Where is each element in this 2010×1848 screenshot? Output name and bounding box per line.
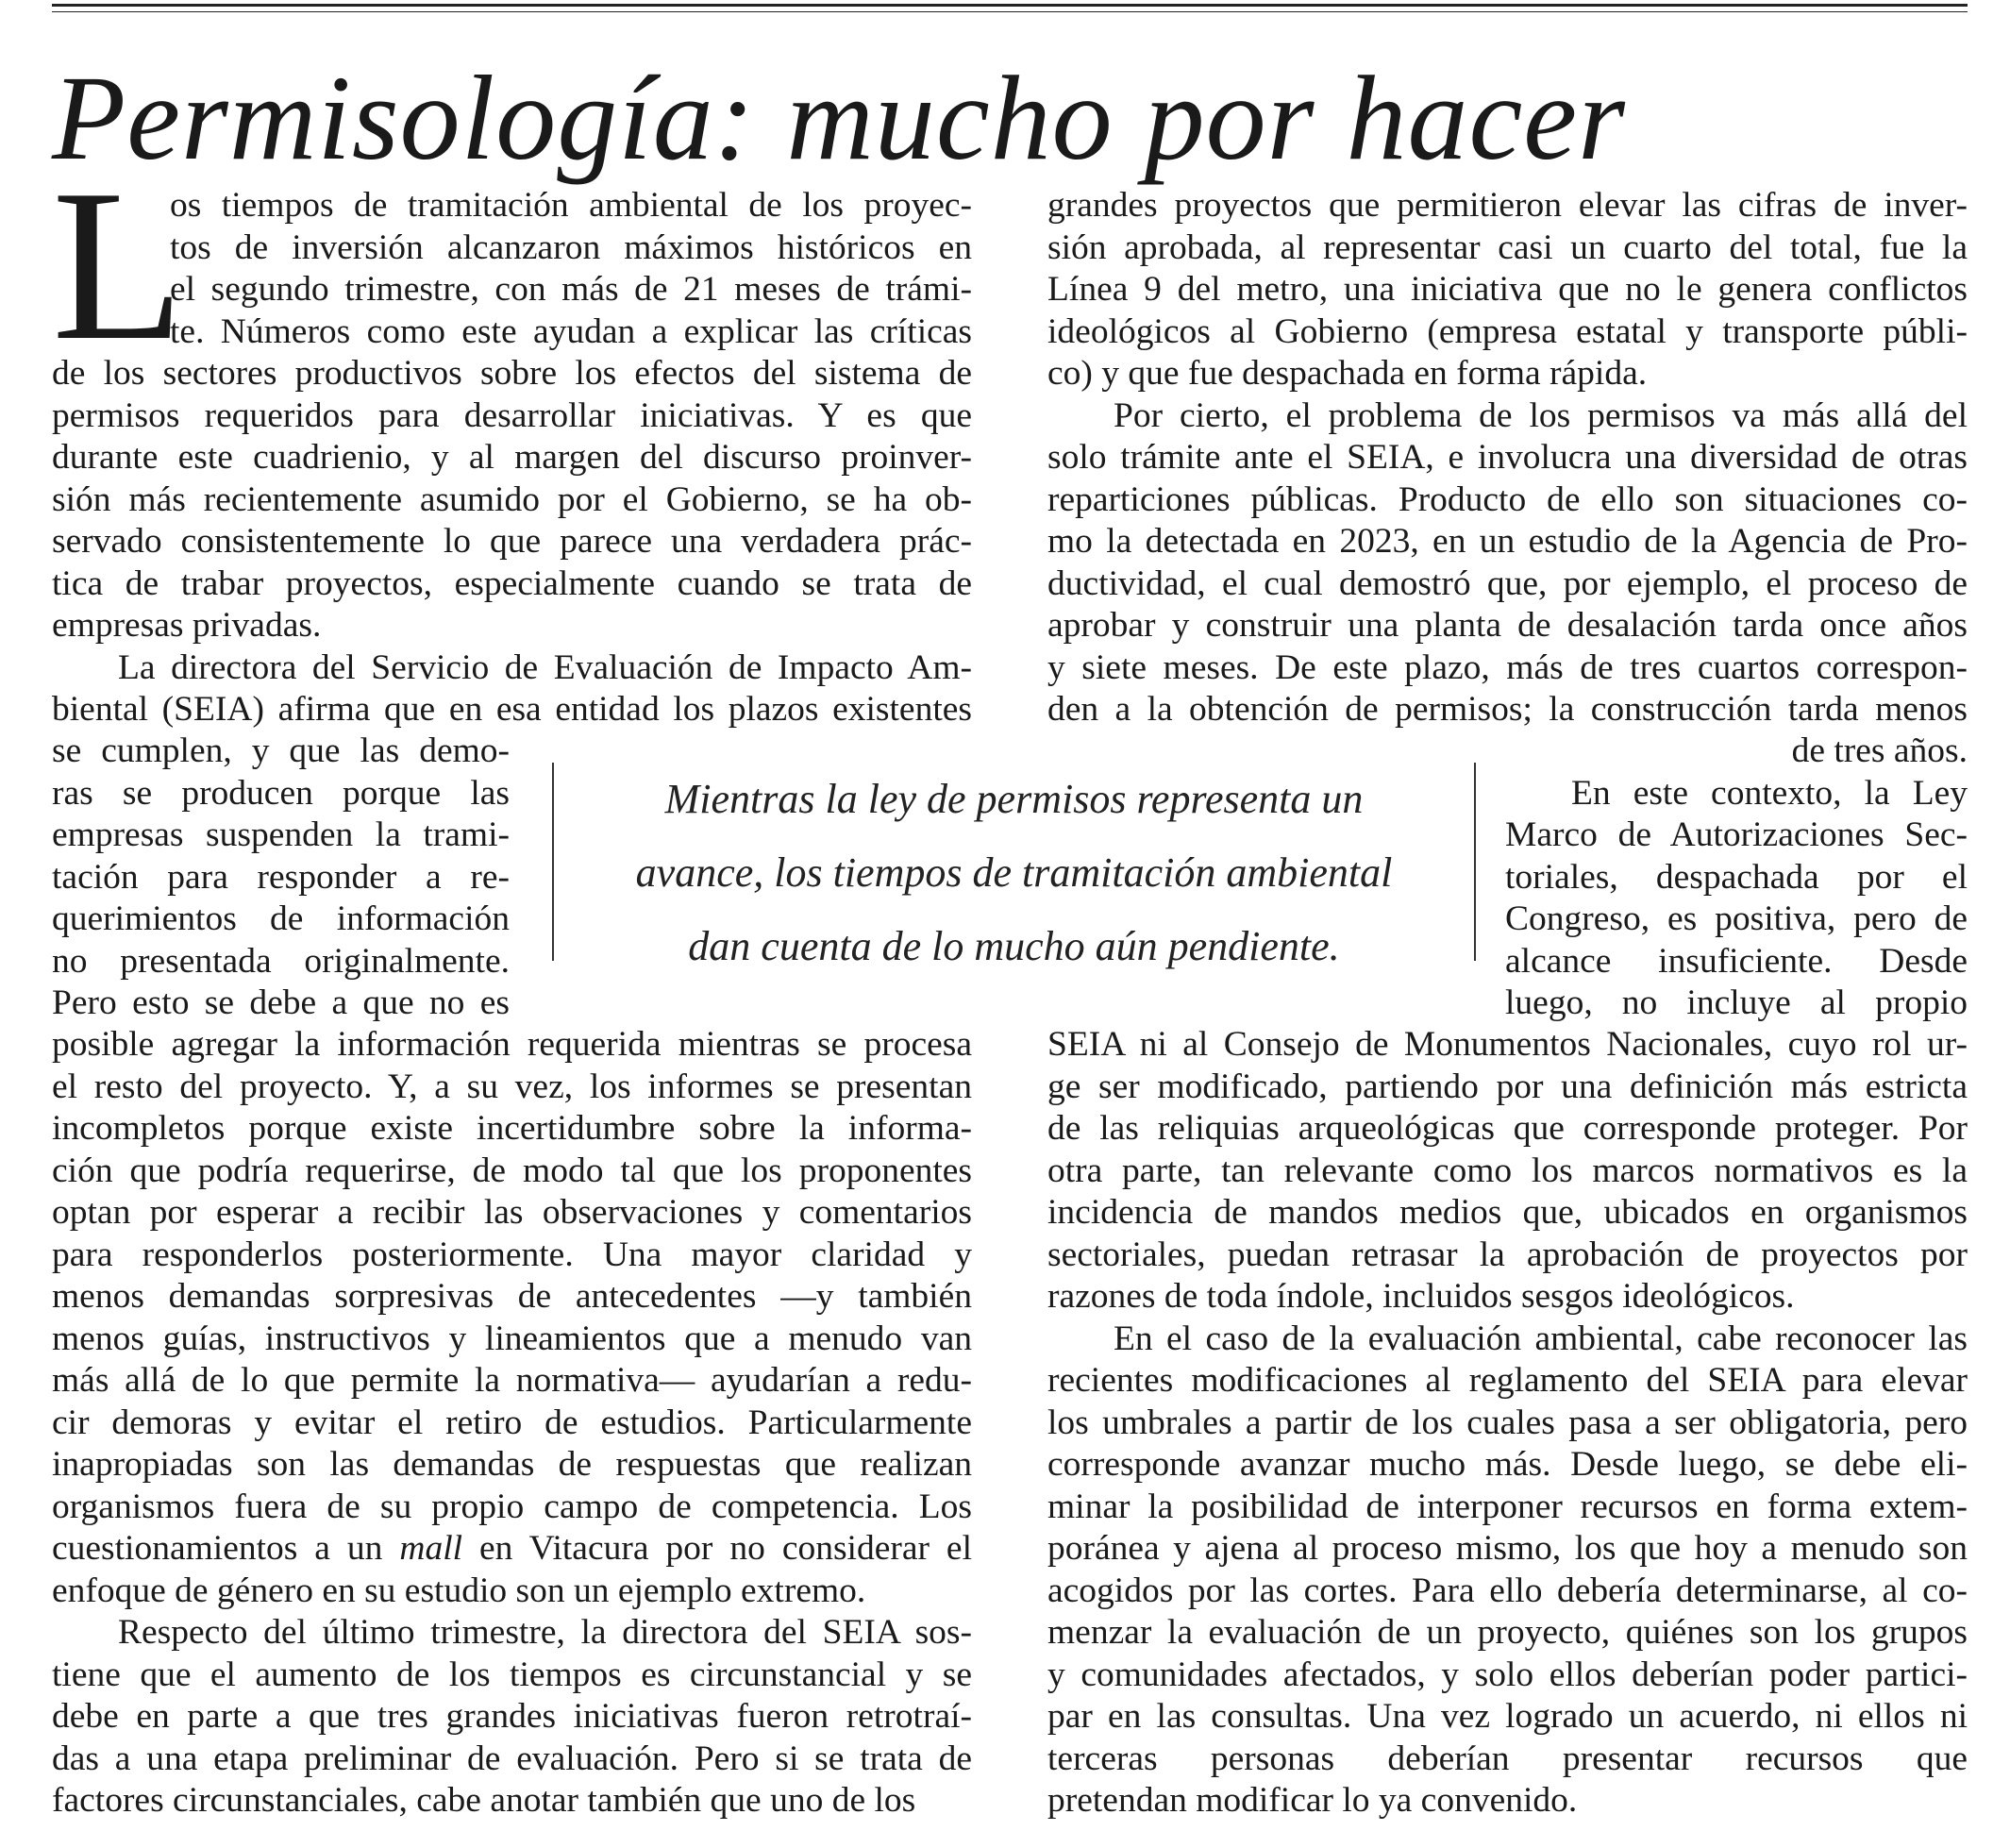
emphasis: mall [399,1529,463,1568]
text-line: minar la posibilidad de interponer recursos en forma extem- [1047,1487,1968,1526]
text-line: no presentada originalmente. [52,941,510,981]
text-line: den a la obtención de permisos; la construcción tarda menos [1047,690,1968,729]
text-line: cir demoras y evitar el retiro de estudios. Particularmente [52,1403,972,1442]
text-line: razones de toda índole, incluidos sesgos ideológicos. [1047,1277,1795,1316]
text-line: sectoriales, puedan retrasar la aprobación de proyectos por [1047,1235,1968,1274]
column-2-narrow [1505,731,1968,1025]
column-1-bottom [52,1024,972,1823]
text-line: ción que podría requerirse, de modo tal que los proponentes [52,1151,972,1190]
text-line: co) y que fue despachada en forma rápida. [1047,354,1648,393]
text-line: os tiempos de tramitación ambiental de los proyec- [170,186,972,225]
top-rule-thin [52,11,1968,12]
text-line: para responderlos posteriormente. Una mayor claridad y [52,1235,972,1274]
text-line: menos demandas sorpresivas de antecedentes —y también [52,1277,972,1316]
text-line: menzar la evaluación de un proyecto, quiénes son los grupos [1047,1613,1968,1652]
text-line: Marco de Autorizaciones Sec- [1505,815,1968,854]
text-line: En el caso de la evaluación ambiental, cabe reconocer las [1114,1319,1968,1358]
text-line: terceras personas deberían presentar recursos que [1047,1739,1968,1778]
text-line: En este contexto, la Ley [1571,773,1968,813]
headline: Permisología: mucho por hacer [52,51,1626,185]
text-line: y comunidades afectados, y solo ellos deberían poder partici- [1047,1655,1968,1694]
text-line: de las reliquias arqueológicas que corresponde proteger. Por [1047,1109,1968,1148]
text-line: poránea y ajena al proceso mismo, los que hoy a menudo son [1047,1529,1968,1568]
text-line: otra parte, tan relevante como los marcos normativos es la [1047,1151,1968,1190]
text-line: tación para responder a re- [52,857,510,897]
text-line: te. Números como este ayudan a explicar las críticas [170,311,972,351]
text-line: el segundo trimestre, con más de 21 meses de trámi- [170,270,972,309]
text-line: posible agregar la información requerida mientras se procesa [52,1025,972,1064]
text-line: mo la detectada en 2023, en un estudio de la Agencia de Pro- [1047,522,1968,561]
text-line: biental (SEIA) afirma que en esa entidad los plazos existentes [52,690,972,729]
pull-quote-line: Mientras la ley de permisos representa un [664,776,1364,822]
drop-cap: L [52,144,185,385]
text-line: incompletos porque existe incertidumbre sobre la informa- [52,1109,972,1148]
text-line: toriales, despachada por el [1505,857,1968,897]
text-line: querimientos de información [52,899,510,938]
pull-quote-line: avance, los tiempos de tramitación ambiental [635,849,1393,896]
text-line: Por cierto, el problema de los permisos va más allá del [1114,395,1968,435]
text-line: aprobar y construir una planta de desalación tarda once años [1047,606,1968,645]
text-line: Línea 9 del metro, una iniciativa que no le genera conflictos [1047,270,1968,309]
text-line: ductividad, el cual demostró que, por ejemplo, el proceso de [1047,563,1968,603]
text-line: incidencia de mandos medios que, ubicados en organismos [1047,1193,1968,1232]
text-line: y siete meses. De este plazo, más de tres cuartos correspon- [1047,647,1968,687]
text-line: recientes modificaciones al reglamento del SEIA para elevar [1047,1361,1968,1400]
text-line: pretendan modificar lo ya convenido. [1047,1781,1578,1820]
text-line: menos guías, instructivos y lineamientos que a menudo van [52,1319,972,1358]
text-line: luego, no incluye al propio [1505,983,1968,1022]
text-line: más allá de lo que permite la normativa— ayudarían a redu- [52,1361,972,1400]
text-line: grandes proyectos que permitieron elevar las cifras de inver- [1047,186,1968,225]
text-line: enfoque de género en su estudio son un ejemplo extremo. [52,1571,866,1610]
text-line: optan por esperar a recibir las observaciones y comentarios [52,1193,972,1232]
text-line: se cumplen, y que las demo- [52,731,510,770]
text-line: ge ser modificado, partiendo por una definición más estricta [1047,1067,1968,1106]
text-line: organismos fuera de su propio campo de competencia. Los [52,1487,972,1526]
text-line: permisos requeridos para desarrollar iniciativas. Y es que [52,395,972,435]
column-1-top [52,144,972,731]
text-line: empresas suspenden la trami- [52,815,510,854]
text-line: acogidos por las cortes. Para ello debería determinarse, al co- [1047,1571,1968,1610]
text-line: cuestionamientos a un mall en Vitacura por no considerar el [52,1529,972,1568]
text-line: ideológicos al Gobierno (empresa estatal y transporte públi- [1047,311,1968,351]
text-line: corresponde avanzar mucho más. Desde luego, se debe eli- [1047,1445,1968,1484]
column-1-narrow [52,731,510,1025]
pull-quote-line: dan cuenta de lo mucho aún pendiente. [688,923,1340,969]
text-line: ras se producen porque las [52,773,510,813]
text-line: das a una etapa preliminar de evaluación. Pero si se trata de [52,1739,972,1778]
text-line: inapropiadas son las demandas de respuestas que realizan [52,1445,972,1484]
text-line: de los sectores productivos sobre los efectos del sistema de [52,354,972,393]
pull-quote [552,763,1476,969]
text-line: sión más recientemente asumido por el Gobierno, se ha ob- [52,479,972,519]
text-line: los umbrales a partir de los cuales pasa a ser obligatoria, pero [1047,1403,1968,1442]
text-line: reparticiones públicas. Producto de ello son situaciones co- [1047,479,1968,519]
text-line: el resto del proyecto. Y, a su vez, los informes se presentan [52,1067,972,1106]
text-line: alcance insuficiente. Desde [1505,941,1968,981]
column-2-bottom [1047,1024,1968,1823]
text-line: tos de inversión alcanzaron máximos históricos en [170,227,972,267]
text-line: servado consistentemente lo que parece una verdadera prác- [52,522,972,561]
text-line: de tres años. [1791,731,1968,770]
text-line: debe en parte a que tres grandes iniciativas fueron retrotraí- [52,1697,972,1736]
text-line: Congreso, es positiva, pero de [1505,899,1968,938]
text-line: durante este cuadrienio, y al margen del discurso proinver- [52,438,972,477]
text-line: empresas privadas. [52,606,322,645]
text-line: factores circunstanciales, cabe anotar también que uno de los [52,1781,916,1820]
top-rule [52,4,1968,7]
text-line: Respecto del último trimestre, la directora del SEIA sos- [118,1613,972,1652]
text-line: La directora del Servicio de Evaluación de Impacto Am- [118,647,972,687]
text-line: SEIA ni al Consejo de Monumentos Nacionales, cuyo rol ur- [1047,1025,1968,1064]
text-line: sión aprobada, al representar casi un cuarto del total, fue la [1047,227,1968,267]
column-2-top [1047,185,1968,731]
text-line: Pero esto se debe a que no es [52,983,510,1022]
text-line: solo trámite ante el SEIA, e involucra una diversidad de otras [1047,438,1968,477]
text-line: tiene que el aumento de los tiempos es circunstancial y se [52,1655,972,1694]
text-line: tica de trabar proyectos, especialmente cuando se trata de [52,563,972,603]
text-line: par en las consultas. Una vez logrado un acuerdo, ni ellos ni [1047,1697,1968,1736]
